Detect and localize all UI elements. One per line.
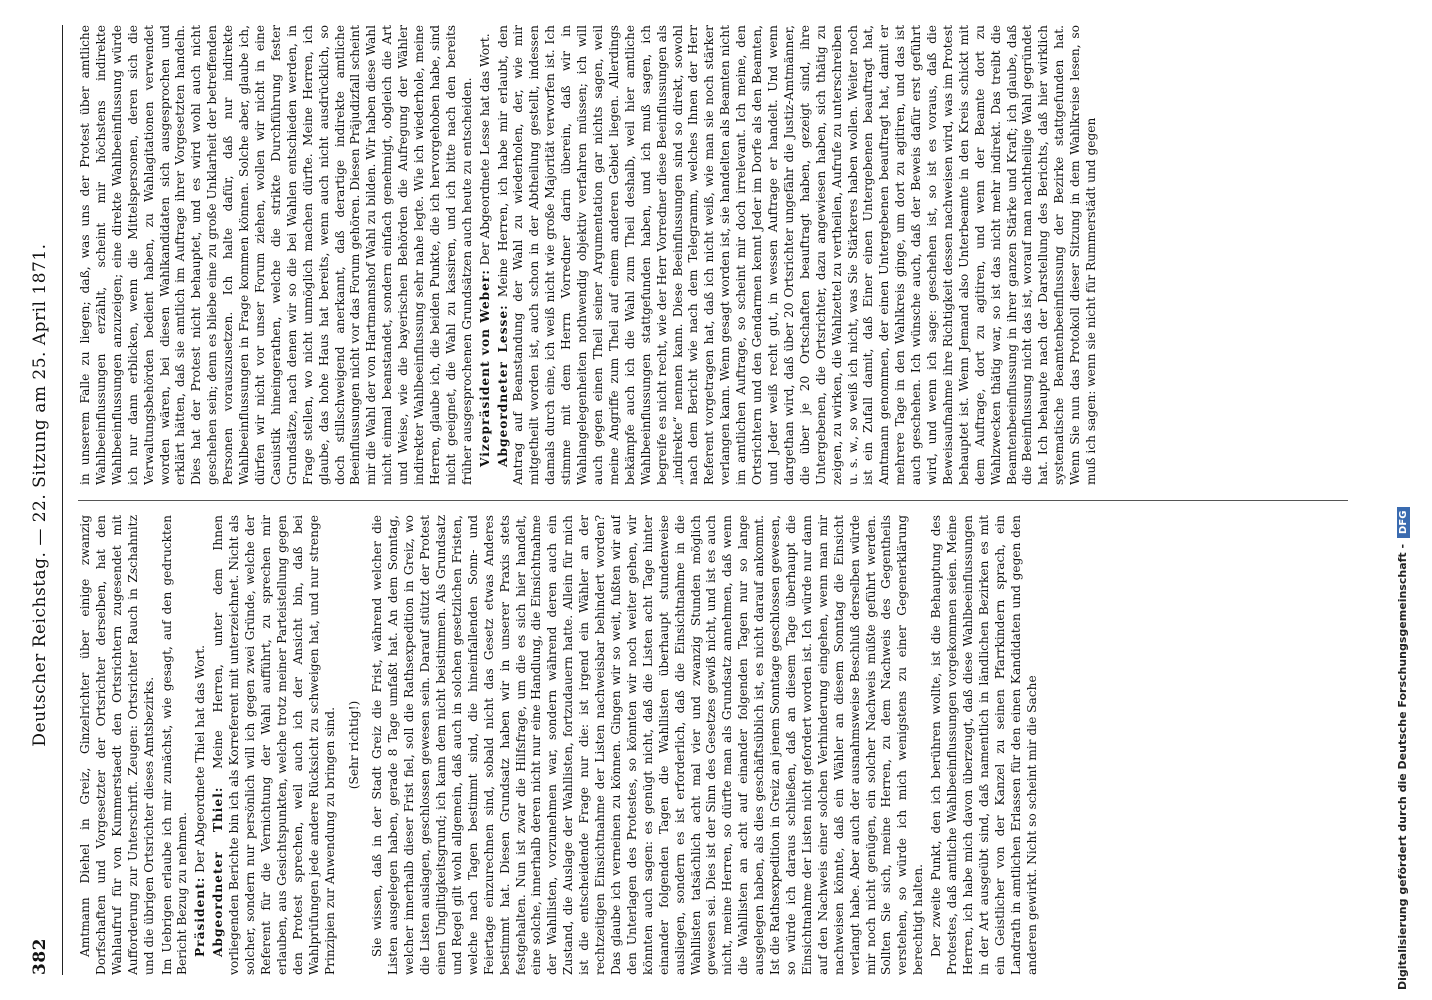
speaker-name: Vizepräsident von Weber: bbox=[477, 269, 492, 467]
credit-text: Digitalisierung gefördert durch die Deutsche Forschungsgemeinschaft - bbox=[1396, 543, 1409, 990]
dfg-logo: DFG bbox=[1397, 507, 1410, 538]
left-column bbox=[78, 515, 1348, 975]
text-paragraph: Der zweite Punkt, den ich berühren wollte, ist die Behauptung des Protestes, daß amtliche Wahlbeeinflussungen vorgekommen seien. Meine Herren, ich habe mich davon überzeugt, daß diese Wahlbeeinflussungen in der Art ausgeübt sind, daß namentlich in ländlichen Bezirken es mit ein Geistlicher von der Kanzel zu seinen Pfarrkindern sprach, ein Landrath in amtlichen Erlassen für den einen Kandidaten und gegen den anderen gewirkt. Nicht so scheint mir die Sache bbox=[929, 515, 1039, 975]
right-column bbox=[78, 25, 1348, 485]
speech-text: Meine Herren, ich habe mir erlaubt, den Antrag auf Beanstandung der Wahl zu wiederholen, der, wie mir mitgetheilt worden ist, auch schon in der Abtheilung gestellt, indessen damals durch eine, ich weiß nicht wie große Majorität verworfen ist. Ich stimme mit dem Herrn Vorredner darin überein, daß wir in Wahlangelegenheiten nothwendig objektiv verfahren müssen; ich will auch gegen einen Theil seiner Argumentation gar nichts sagen, weil meine Angriffe zum Theil auf einem anderen Gebiet liegen. Allerdings bekämpfe auch ich die Wahl zum Theil deshalb, weil hier amtliche Wahlbeeinflussungen stattgefunden haben, und ich muß sagen, ich begreife es nicht recht, wie der Herr Vorredner diese Beeinflussungen als „indirekte“ nennen kann. Diese Beeinflussungen sind so direkt, sowohl nach dem Bericht wie nach dem Telegramm, welches Ihnen der Herr Referent vorgetragen hat, daß ich nicht weiß, wie man sie noch stärker verlangen kann. Wenn gesagt worden ist, sie handelten als Beamten nicht im amtlichen Auftrage, so scheint mir doch irrelevant. Ich meine, den Ortsrichtern und den Gendarmen kennt Jeder im Dorfe als den Beamten, und Jeder weiß recht gut, in wessen Auftrage er handelt. Und wenn dargethan wird, daß über 20 Ortsrichter ungefähr die Justiz-Amtmänner, die über je 20 Ortschaften beauftragt haben, gezeigt sind, ihre Untergebenen, die Ortsrichter, dazu angewiesen haben, sich thätig zu zeigen, zu wirken, die Wahlzettel zu vertheilen, Aufrufe zu unterschreiben u. s. w., so weiß ich nicht, was Sie Stärkeres haben wollen. Weiter noch ist ein Zufall damit, daß Einer einen Untergebenen beauftragt hat, Amtmann genommen, der einen Untergebenen beauftragt hat, damit er mehrere Tage in den Wahlkreis ginge, um dort zu agitiren, und das ist auch geschehen. Ich wünsche auch, daß der Beweis dafür erst geführt wird, und wenn ich sage: geschehen ist, so ist es voraus, daß die Beweisaufnahme ihre Richtigkeit dessen nachweisen wird, was im Protest behauptet ist. Wenn Jemand also Unterbeamte in den Kreis schickt mit dem Auftrage, dort zu agitiren, und wenn der Beamte dort zu Wahlzwecken thätig war, so ist das nicht mehr indirekt. Das treibt die Beamtenbeeinflussung in ihrer ganzen Stärke und Kraft; ich glaube, daß die Beeinflussung nicht das ist, worauf man nachtheilige Wahl gegründet hat. Ich behaupte nach der Darstellung des Berichts, daß hier wirklich systematische Beamtenbeeinflussung der Bezirke stattgefunden hat. Wenn Sie nun das Protokoll dieser Sitzung in dem Wahlkreise lesen, so muß ich sagen: wenn sie nicht für Rummerstädt und gegen bbox=[495, 25, 1099, 485]
speaker-name: Abgeordneter Thiel: bbox=[211, 786, 226, 957]
speech-text: Der Abgeordnete Thiel hat das Wort. bbox=[193, 644, 208, 873]
column-divider bbox=[78, 500, 1348, 501]
dfg-credit bbox=[1396, 10, 1426, 990]
speaker-paragraph bbox=[478, 25, 494, 485]
page-header bbox=[20, 25, 68, 975]
text-paragraph: Im Uebrigen erlaube ich mir zunächst, wie gesagt, auf den gedruckten Bericht Bezug zu nehmen. bbox=[159, 515, 190, 975]
text-paragraph: in unserem Falle zu liegen; daß, was uns der Protest über amtliche Wahlbeeinflussungen erzählt, scheint mir höchstens indirekte Wahlbeeinflussungen anzuzeigen; eine direkte Wahlbeeinflussung würde ich nur dann erblicken, wenn die Mittelspersonen, deren sich die Verwaltungsbehörden bedient haben, zu Wahlagitationen verwendet worden wären, bei diesen Wahlkandidaten sich ausgesprochen und erklärt hätten, daß sie amtlich im Auftrage ihrer Vorgesetzten handeln. Dies hat der Protest nicht behauptet, und es wird wohl auch nicht geschehen sein; denn es bliebe eine zu große Unklarheit der betreffenden Personen vorauszusetzen. Ich halte dafür, daß nur indirekte Wahlbeeinflussungen in Frage kommen können. Solche aber, glaube ich, dürfen wir nicht vor unser Forum ziehen, wollen wir nicht in eine Casuistik hineingerathen, welche die strikte Durchführung fester Grundsätze, nach denen wir so die bei Wahlen entschieden werden, in Frage stellen, wo nicht unmöglich machen dürfte. Meine Herren, ich glaube, das hohe Haus hat bereits, wenn auch nicht ausdrücklich, so doch stillschweigend anerkannt, daß derartige indirekte amtliche Beeinflussungen nicht vor das Forum gehören. Diesen Präjudizfall scheint mir die Wahl der von Hartmannshof Wahl zu bilden. Wir haben diese Wahl nicht einmal beanstandet, sondern einfach genehmigt, obgleich die Art und Weise, wie die bayerischen Behörden die Aufregung der Wähler indirekter Wahlbeeinflussung sehr nahe legte. Wie ich wiederhole, meine Herren, glaube ich, die beiden Punkte, die ich hervorgehoben habe, sind nicht geeignet, die Wahl zu kassiren, und ich bitte nach den bereits früher ausgesprochenen Grundsätzen auch heute zu entscheiden. bbox=[78, 25, 474, 485]
text-paragraph: Sie wissen, daß in der Stadt Greiz die Frist, während welcher die Listen ausgelegen haben, gerade 8 Tage umfaßt hat. An dem Sonntag, welcher innerhalb dieser Frist fiel, soll die Rathsexpedition in Greiz, wo die Listen auslagen, geschlossen gewesen sein. Darauf stützt der Protest einen Ungiltigkeitsgrund; ich kann dem nicht beistimmen. Als Grundsatz und Regel gilt wohl allgemein, daß auch in solchen gesetzlichen Fristen, welche nach Tagen bestimmt sind, die hineinfallenden Sonn- und Feiertage einzurechnen sind, sobald nicht das Gesetz etwas Anderes bestimmt hat. Diesen Grundsatz haben wir in unserer Praxis stets festgehalten. Nun ist zwar die Hilfsfrage, um die es sich hier handelt, eine solche, innerhalb deren nicht nur eine Handlung, die Einsichtnahme der Wahllisten, vorzunehmen war, sondern während deren auch ein Zustand, die Auslage der Wahllisten, fortzudauern hatte. Allein für mich ist die entscheidende Frage nur die: ist irgend ein Wähler an der rechtzeitigen Einsichtnahme der Listen nachweisbar behindert worden? Das glaube ich verneinen zu können. Gingen wir so weit, fußten wir auf den Unterlagen des Protestes, so könnten wir noch weiter gehen, wir könnten auch sagen: es genügt nicht, daß die Listen acht Tage hinter einander folgenden Tagen die Wahllisten überhaupt stundenweise ausliegen, sondern es ist erforderlich, daß die Einsichtnahme in die Wahllisten tatsächlich acht mal vier und zwanzig Stunden möglich gewesen sei. Dies ist der Sinn des Gesetzes gewiß nicht, und ist es auch nicht, meine Herren, so dürfte man als Grundsatz annehmen, daß wenn die Wahllisten an acht auf einander folgenden Tagen nur so lange ausgelegen haben, als dies geschäftsüblich ist, es nicht darauf ankommt. Ist die Rathsexpedition in Greiz an jenem Sonntage geschlossen gewesen, so würde ich daraus schließen, daß an diesem Tage überhaupt die Einsichtnahme der Listen nicht gefordert worden ist. Ich würde nur dann auf den Nachweis einer solchen Verhinderung eingehen, wenn man mir nachweisen könnte, daß ein Wähler an diesem Sonntag die Einsicht verlangt habe. Aber auch der ausnahmsweise Beschluß derselben würde mir noch nicht genügen, ein solcher Nachweis müßte geführt werden. Sollten Sie sich, meine Herren, zu dem Nachweis des Gegentheils verstehen, so würde ich mich wenigstens zu einer Gegenerklärung berechtigt halten. bbox=[370, 515, 926, 975]
speaker-paragraph bbox=[193, 515, 209, 975]
header-rule bbox=[62, 25, 63, 975]
speaker-paragraph bbox=[496, 25, 1100, 485]
interjection: (Sehr richtig!) bbox=[346, 700, 361, 790]
speech-text: Meine Herren, unter dem Ihnen vorliegenden Berichte bin ich als Korreferent mit unterzeichnet. Nicht als solcher, sondern nur persönlich will ich gegen zwei Gründe, welche der Referent für die Vernichtung der Wahl aufführt, zu sprechen mir erlauben, aus Gesichtspunkten, welche trotz meiner Parteistellung gegen den Protest sprechen, weil auch ich der Ansicht bin, daß bei Wahlprüfungen jede andere Rücksicht zu schweigen hat, und nur strenge Prinzipien zur Anwendung zu bringen sind. bbox=[211, 515, 337, 975]
speaker-paragraph bbox=[211, 515, 338, 975]
speech-text: Der Abgeordnete Lesse hat das Wort. bbox=[477, 33, 492, 266]
speaker-name: Abgeordneter Lesse: bbox=[495, 304, 510, 467]
text-paragraph: Amtmann Diehel in Greiz, Ginzelrichter über einige zwanzig Dorfschaften und Vorgesetzter der Ortsrichter derselben, hat den Wahlaufruf für von Kummerstaedt den Ortsrichtern zugesendet mit Aufforderung zur Unterschrift. Zeugen: Ortsrichter Rauch in Zschahnitz und die übrigen Ortsrichter dieses Amtsbezirks. bbox=[78, 515, 156, 975]
scanned-page bbox=[20, 25, 1360, 975]
page-number: 382 bbox=[30, 938, 50, 975]
running-title: Deutscher Reichstag. — 22. Sitzung am 25. April 1871. bbox=[30, 243, 50, 747]
speaker-name: Präsident: bbox=[193, 876, 208, 957]
